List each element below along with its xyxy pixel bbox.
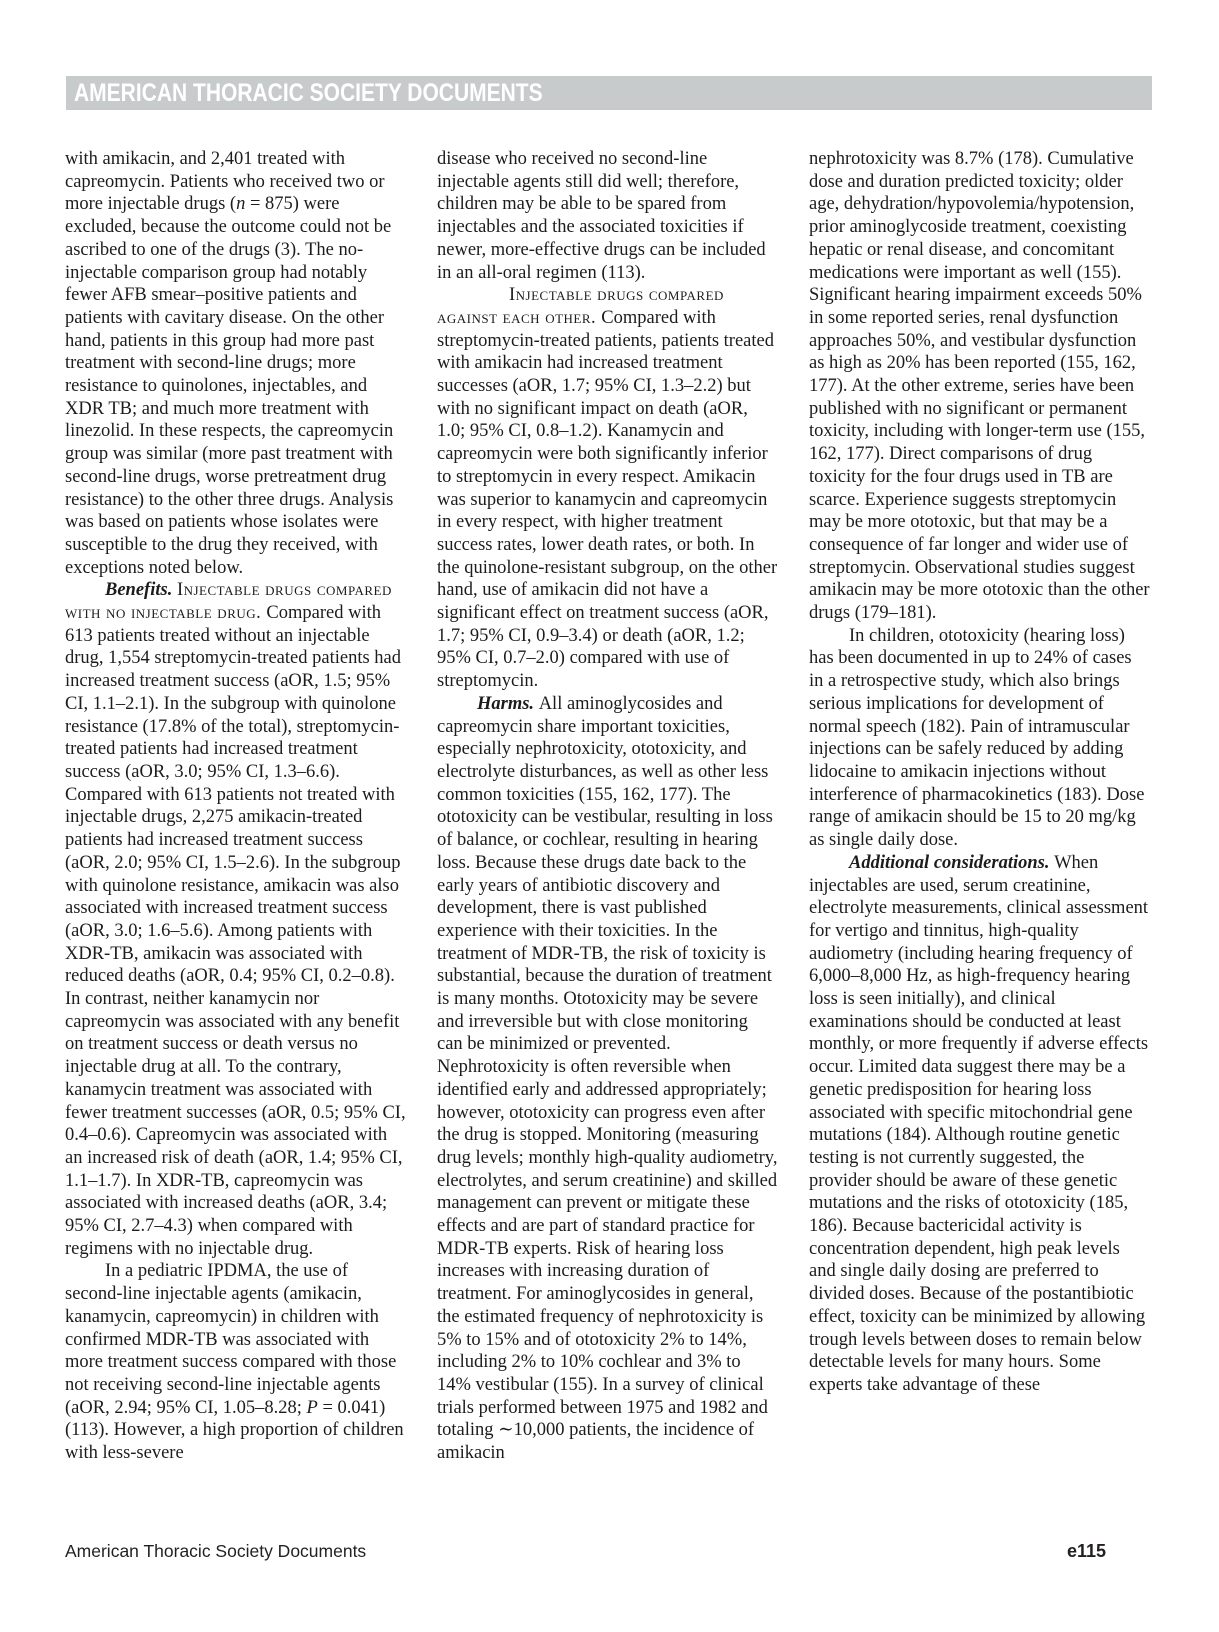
text-column-right xyxy=(809,148,1150,1465)
runin-heading: Harms. xyxy=(477,693,539,714)
body-paragraph xyxy=(65,1260,406,1464)
runin-heading: Additional considerations. xyxy=(849,852,1055,873)
paragraph-text: In children, ototoxicity (hearing loss) has been documented in up to 24% of cases in a retrospective study, which also brings serious implications for development of normal speech (182). Pain of intramuscular injections can be safely reduced by adding lidocaine to amikacin injections without interference of pharmacokinetics (183). Dose range of amikacin should be 15 to 20 mg/kg as single daily dose. xyxy=(809,625,1145,851)
body-paragraph xyxy=(65,148,406,579)
paragraph-text: = 0.041) (113). However, a high proportion of children with less-severe xyxy=(65,1397,404,1464)
body-paragraph xyxy=(437,148,778,284)
paragraph-text: = 875) were excluded, because the outcome could not be ascribed to one of the drugs (3). The no-injectable comparison group had notably fewer AFB smear–positive patients and patients with cavitary disease. On the other hand, patients in this group had more past treatment with second-line drugs; more resistance to quinolones, injectables, and XDR TB; and much more treatment with linezolid. In these respects, the capreomycin group was similar (more past treatment with second-line drugs, worse pretreatment drug resistance) to the other three drugs. Analysis was based on patients whose isolates were susceptible to the drug they received, with exceptions noted below. xyxy=(65,194,394,578)
banner-title: AMERICAN THORACIC SOCIETY DOCUMENTS xyxy=(74,78,543,107)
page-footer xyxy=(65,1541,1106,1562)
body-paragraph xyxy=(809,148,1150,625)
runin-heading: Benefits. xyxy=(105,580,177,601)
body-paragraph xyxy=(437,284,778,693)
text-column-left xyxy=(65,148,406,1465)
page-number: e115 xyxy=(1066,1541,1106,1561)
body-paragraph xyxy=(809,852,1150,1397)
article-body xyxy=(65,148,1150,1465)
paragraph-text: nephrotoxicity was 8.7% (178). Cumulative dose and duration predicted toxicity; older age, dehydration/hypovolemia/hypotension, prior aminoglycoside treatment, coexisting hepatic or renal disease, and concomitant medications were important as well (155). Significant hearing impairment exceeds 50% in some reported series, renal dysfunction approaches 50%, and vestibular dysfunction as high as 20% has been reported (155, 162, 177). At the other extreme, series have been published with no significant or permanent toxicity, including with longer-term use (155, 162, 177). Direct comparisons of drug toxicity for the four drugs used in TB are scarce. Experience suggests streptomycin may be more ototoxic, but that may be a consequence of far longer and wider use of streptomycin. Observational studies suggest amikacin may be more ototoxic than the other drugs (179–181). xyxy=(809,149,1150,624)
text-column-center xyxy=(437,148,778,1465)
body-paragraph xyxy=(437,693,778,1465)
italic-text: P xyxy=(306,1397,318,1418)
paragraph-text: disease who received no second-line injectable agents still did well; therefore, children may be able to be spared from injectables and the associated toxicities if newer, more-effective drugs can be included in an all-oral regimen (113). xyxy=(437,149,766,283)
paragraph-text: with amikacin, and 2,401 treated with capreomycin. Patients who received two or more injectable drugs ( xyxy=(65,149,385,215)
footer-journal-name: American Thoracic Society Documents xyxy=(65,1541,367,1561)
body-paragraph xyxy=(809,625,1150,852)
paragraph-text: All aminoglycosides and capreomycin share important toxicities, especially nephrotoxicity, ototoxicity, and electrolyte disturbances, as well as other less common toxicities (155, 162, 177). The ototoxicity can be vestibular, resulting in loss of balance, or cochlear, resulting in hearing loss. Because these drugs date back to the early years of antibiotic discovery and development, there is vast published experience with their toxicities. In the treatment of MDR-TB, the risk of toxicity is substantial, because the duration of treatment is many months. Ototoxicity may be severe and irreversible but with close monitoring can be minimized or prevented. Nephrotoxicity is often reversible when identified early and addressed appropriately; however, ototoxicity can progress even after the drug is stopped. Monitoring (measuring drug levels; monthly high-quality audiometry, electrolytes, and serum creatinine) and skilled management can prevent or mitigate these effects and are part of standard practice for MDR-TB experts. Risk of hearing loss increases with increasing duration of treatment. For aminoglycosides in general, the estimated frequency of nephrotoxicity is 5% to 15% and of ototoxicity 2% to 14%, including 2% to 10% cochlear and 3% to 14% vestibular (155). In a survey of clinical trials performed between 1975 and 1982 and totaling ∼10,000 patients, the incidence of amikacin xyxy=(437,693,778,1464)
paragraph-text: Compared with 613 patients treated without an injectable drug, 1,554 streptomycin-treated patients had increased treatment success (aOR, 1.5; 95% CI, 1.1–2.1). In the subgroup with quinolone resistance (17.8% of the total), streptomycin-treated patients had increased treatment success (aOR, 3.0; 95% CI, 1.3–6.6). Compared with 613 patients not treated with injectable drugs, 2,275 amikacin-treated patients had increased treatment success (aOR, 2.0; 95% CI, 1.5–2.6). In the subgroup with quinolone resistance, amikacin was also associated with increased treatment success (aOR, 3.0; 1.6–5.6). Among patients with XDR-TB, amikacin was associated with reduced deaths (aOR, 0.4; 95% CI, 0.2–0.8). In contrast, neither kanamycin nor capreomycin was associated with any benefit on treatment success or death versus no injectable drug at all. To the contrary, kanamycin treatment was associated with fewer treatment successes (aOR, 0.5; 95% CI, 0.4–0.6). Capreomycin was associated with an increased risk of death (aOR, 1.4; 95% CI, 1.1–1.7). In XDR-TB, capreomycin was associated with increased deaths (aOR, 3.4; 95% CI, 2.7–4.3) when compared with regimens with no injectable drug. xyxy=(65,603,406,1259)
smallcaps-heading: Injectable drugs compared against each other. xyxy=(437,285,724,328)
paragraph-text: When injectables are used, serum creatinine, electrolyte measurements, clinical assessment for vertigo and tinnitus, high-quality audiometry (including hearing frequency of 6,000–8,000 Hz, as high-frequency hearing loss is seen initially), and clinical examinations should be conducted at least monthly, or more frequently if adverse effects occur. Limited data suggest there may be a genetic predisposition for hearing loss associated with specific mitochondrial gene mutations (184). Although routine genetic testing is not currently suggested, the provider should be aware of these genetic mutations and the risks of ototoxicity (185, 186). Because bactericidal activity is concentration dependent, high peak levels and single daily dosing are preferred to divided doses. Because of the postantibiotic effect, toxicity can be minimized by allowing trough levels between doses to remain below detectable levels for many hours. Some experts take advantage of these xyxy=(809,852,1149,1395)
paragraph-text: In a pediatric IPDMA, the use of second-line injectable agents (amikacin, kanamycin, capreomycin) in children with confirmed MDR-TB was associated with more treatment success compared with those not receiving second-line injectable agents (aOR, 2.94; 95% CI, 1.05–8.28; xyxy=(65,1261,397,1418)
document-banner xyxy=(66,76,1152,110)
body-paragraph xyxy=(65,579,406,1260)
smallcaps-heading: Injectable drugs compared with no injectable drug. xyxy=(65,580,392,624)
italic-text: n xyxy=(236,194,246,215)
paragraph-text: Compared with streptomycin-treated patients, patients treated with amikacin had increased treatment successes (aOR, 1.7; 95% CI, 1.3–2.2) but with no significant impact on death (aOR, 1.0; 95% CI, 0.8–1.2). Kanamycin and capreomycin were both significantly inferior to streptomycin in every respect. Amikacin was superior to kanamycin and capreomycin in every respect, with higher treatment success rates, lower death rates, or both. In the quinolone-resistant subgroup, on the other hand, use of amikacin did not have a significant effect on treatment success (aOR, 1.7; 95% CI, 0.9–3.4) or death (aOR, 1.2; 95% CI, 0.7–2.0) compared with use of streptomycin. xyxy=(437,307,778,692)
